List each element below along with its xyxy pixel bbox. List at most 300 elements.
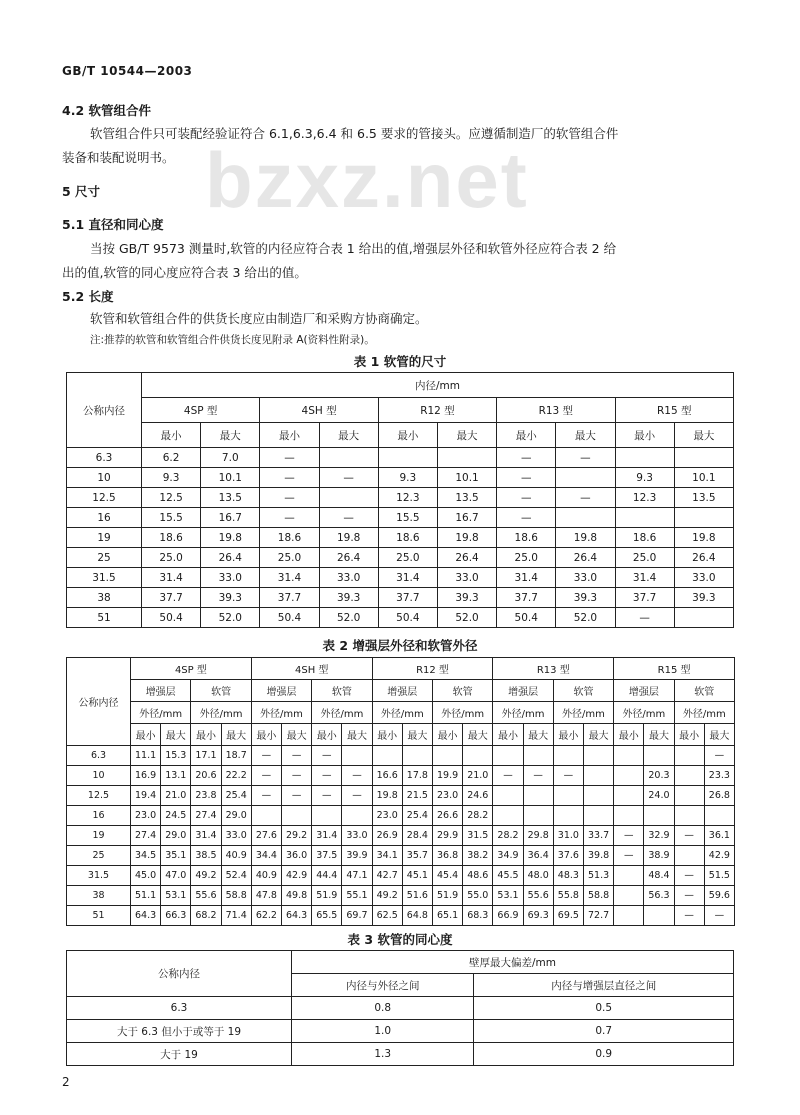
row-label: 12.5 [67,488,142,508]
table-cell [342,806,372,826]
document-header: GB/T 10544—2003 [62,64,193,78]
table-cell: 29.0 [161,826,191,846]
table-cell: 50.4 [142,608,201,628]
table-cell: 9.3 [378,468,437,488]
table-cell [493,746,523,766]
table2-hose-header: 软管 [191,680,251,702]
table2-min-header: 最小 [251,724,281,746]
table-cell: 47.8 [251,886,281,906]
row-label: 大于 19 [67,1043,292,1066]
table-cell: 39.9 [342,846,372,866]
table1-max-header: 最大 [319,423,378,448]
table2-reinforcement-header: 增强层 [372,680,432,702]
table-cell [674,746,704,766]
table-cell: — [704,746,734,766]
table-cell: 7.0 [201,448,260,468]
table-cell: 25.4 [402,806,432,826]
table-cell: 26.4 [437,548,496,568]
table-cell [251,806,281,826]
table2-max-header: 最大 [281,724,311,746]
table-cell [583,786,613,806]
table-cell: 59.6 [704,886,734,906]
table-cell: 29.8 [523,826,553,846]
section-5-2-line1: 软管和软管组合件的供货长度应由制造厂和采购方协商确定。 [90,311,428,326]
table-cell: 40.9 [221,846,251,866]
table-cell [614,906,644,926]
table2-unit-header: 外径/mm [614,702,674,724]
table2-reinforcement-header: 增强层 [493,680,553,702]
table-cell: 10.1 [674,468,733,488]
row-label: 6.3 [67,997,292,1020]
table2-caption: 表 2 增强层外径和软管外径 [322,638,478,653]
table2-type-header: R15 型 [614,658,735,680]
table-cell: 26.4 [674,548,733,568]
table-cell: 48.0 [523,866,553,886]
table-cell [523,746,553,766]
table1-type-header: R12 型 [378,398,496,423]
row-label: 12.5 [67,786,131,806]
table-cell: — [251,766,281,786]
table-cell: 51.1 [131,886,161,906]
table-row [67,608,734,628]
table-cell: 66.9 [493,906,523,926]
table3-col-header: 公称内径 [67,951,292,997]
table-cell: 65.5 [312,906,342,926]
table-cell: 19.9 [432,766,462,786]
table-cell [553,746,583,766]
table-cell [553,786,583,806]
table3 [66,950,734,1066]
table-cell: 25.0 [615,548,674,568]
table-cell: 1.3 [292,1043,474,1066]
table2-min-header: 最小 [614,724,644,746]
table-cell [614,806,644,826]
table-cell [614,886,644,906]
table-cell: 38.5 [191,846,221,866]
table-cell: 9.3 [142,468,201,488]
table-cell: 0.9 [474,1043,734,1066]
table-cell: 10.1 [201,468,260,488]
table-cell: 68.2 [191,906,221,926]
table-cell [644,806,674,826]
table-cell: 26.9 [372,826,402,846]
table-cell: 24.6 [463,786,493,806]
section-5-1-line2: 出的值,软管的同心度应符合表 3 给出的值。 [62,265,307,280]
table-cell: 68.3 [463,906,493,926]
table-cell: 69.3 [523,906,553,926]
table-cell: 20.6 [191,766,221,786]
table-cell: — [497,448,556,468]
table-cell: 44.4 [312,866,342,886]
table-cell: 33.0 [319,568,378,588]
table-cell: 23.8 [191,786,221,806]
row-label: 16 [67,508,142,528]
table-cell [281,806,311,826]
table2-max-header: 最大 [523,724,553,746]
table3-group-header: 壁厚最大偏差/mm [292,951,734,974]
table1-max-header: 最大 [437,423,496,448]
table-cell: 42.9 [704,846,734,866]
table-cell: 49.8 [281,886,311,906]
table-cell: 19.8 [437,528,496,548]
table-cell: — [312,786,342,806]
table-cell: 31.0 [553,826,583,846]
table1-max-header: 最大 [556,423,615,448]
table2-max-header: 最大 [644,724,674,746]
table2-type-header: 4SP 型 [131,658,252,680]
table-cell: 64.3 [131,906,161,926]
table-cell [674,786,704,806]
row-label: 38 [67,886,131,906]
table2-min-header: 最小 [191,724,221,746]
table2-unit-header: 外径/mm [674,702,734,724]
table-cell [704,806,734,826]
table1-min-header: 最小 [378,423,437,448]
table-cell: 33.0 [221,826,251,846]
table-cell: 34.1 [372,846,402,866]
table-cell [674,766,704,786]
table1-type-header: R13 型 [497,398,615,423]
row-label: 51 [67,608,142,628]
table-cell: 32.9 [644,826,674,846]
table-cell: 48.4 [644,866,674,886]
table-row [67,746,735,766]
table-cell: 12.5 [142,488,201,508]
table1-min-header: 最小 [497,423,556,448]
table-cell [583,806,613,826]
table-cell: — [704,906,734,926]
row-label: 10 [67,468,142,488]
table-cell: 56.3 [644,886,674,906]
table-cell: 29.0 [221,806,251,826]
table-cell: 51.3 [583,866,613,886]
table-cell [402,746,432,766]
table-cell: 25.4 [221,786,251,806]
table-cell: 36.0 [281,846,311,866]
table2-hose-header: 软管 [553,680,613,702]
table1-col-header: 公称内径 [67,373,142,448]
table-cell: — [260,448,319,468]
table-cell: — [312,746,342,766]
row-label: 25 [67,846,131,866]
table-row [67,846,735,866]
table-cell: 22.2 [221,766,251,786]
table-cell: 39.3 [437,588,496,608]
table-cell: — [615,608,674,628]
table-cell: 16.7 [201,508,260,528]
table2-min-header: 最小 [312,724,342,746]
table-cell: 42.9 [281,866,311,886]
table-cell: 31.4 [497,568,556,588]
table-cell: 58.8 [221,886,251,906]
section-5-title: 5 尺寸 [62,184,101,199]
table-cell: 35.7 [402,846,432,866]
table-cell: 39.3 [201,588,260,608]
table1-min-header: 最小 [615,423,674,448]
table-cell: — [260,488,319,508]
table1-min-header: 最小 [142,423,201,448]
table2-min-header: 最小 [493,724,523,746]
table2-reinforcement-header: 增强层 [131,680,191,702]
table-cell: 62.5 [372,906,402,926]
table3-sub-header: 内径与外径之间 [292,974,474,997]
table-cell: 64.3 [281,906,311,926]
row-label: 16 [67,806,131,826]
table-cell: 72.7 [583,906,613,926]
table1 [66,372,734,628]
table2-min-header: 最小 [674,724,704,746]
table-row [67,906,735,926]
table-cell: 48.6 [463,866,493,886]
table-cell: 18.7 [221,746,251,766]
watermark: bzxz.net [205,136,529,224]
page-number: 2 [62,1075,70,1089]
table-cell: 55.8 [553,886,583,906]
table-cell: 18.6 [378,528,437,548]
table-cell: 28.4 [402,826,432,846]
table-cell: 34.9 [493,846,523,866]
row-label: 31.5 [67,568,142,588]
table-cell: 9.3 [615,468,674,488]
table2-max-header: 最大 [342,724,372,746]
table2-max-header: 最大 [463,724,493,746]
table-cell [583,746,613,766]
row-label: 25 [67,548,142,568]
table2-max-header: 最大 [583,724,613,746]
table-cell: 31.4 [142,568,201,588]
section-4-2-line2: 装备和装配说明书。 [62,150,175,165]
table-cell [523,786,553,806]
table2-unit-header: 外径/mm [131,702,191,724]
table-cell: 31.4 [378,568,437,588]
table-cell: 26.4 [556,548,615,568]
row-label: 19 [67,528,142,548]
table-row [67,786,735,806]
table-cell: — [251,746,281,766]
table-cell: 55.0 [463,886,493,906]
table-row [67,508,734,528]
table-cell [319,488,378,508]
row-label: 大于 6.3 但小于或等于 19 [67,1020,292,1043]
table-cell: 37.7 [497,588,556,608]
table-cell: 19.8 [372,786,402,806]
table-cell: 27.4 [191,806,221,826]
table-row [67,1020,734,1043]
table-row [67,588,734,608]
table-cell: 37.7 [142,588,201,608]
table-cell [372,746,402,766]
table-cell: 34.4 [251,846,281,866]
table-cell: 55.6 [191,886,221,906]
table-cell: 12.3 [378,488,437,508]
table-cell: 25.0 [378,548,437,568]
table2-min-header: 最小 [131,724,161,746]
table-cell: — [614,826,644,846]
table-cell: 51.9 [432,886,462,906]
table-cell: 19.8 [674,528,733,548]
table-cell: — [497,488,556,508]
table2-max-header: 最大 [161,724,191,746]
table-cell [556,468,615,488]
table-cell: — [674,826,704,846]
table-cell: 28.2 [493,826,523,846]
table-cell: 19.8 [201,528,260,548]
table2-unit-header: 外径/mm [312,702,372,724]
table-cell: 33.0 [674,568,733,588]
table-cell: — [674,906,704,926]
table-cell: 29.2 [281,826,311,846]
table-cell: 26.4 [201,548,260,568]
table2-unit-header: 外径/mm [191,702,251,724]
table-cell: 37.5 [312,846,342,866]
table-cell: 66.3 [161,906,191,926]
table2-hose-header: 软管 [432,680,492,702]
table1-unit-header: 内径/mm [142,373,734,398]
table-cell [615,448,674,468]
table-cell: 33.0 [342,826,372,846]
table-cell: 12.3 [615,488,674,508]
table-cell: 10.1 [437,468,496,488]
table-cell: — [497,468,556,488]
table2-unit-header: 外径/mm [372,702,432,724]
table-cell [493,786,523,806]
table-cell: 55.1 [342,886,372,906]
table2-type-header: 4SH 型 [251,658,372,680]
table-cell: 51.6 [402,886,432,906]
table2 [66,657,735,926]
table-cell [644,746,674,766]
table-cell [378,448,437,468]
table-cell: — [497,508,556,528]
table-cell: 52.0 [201,608,260,628]
table-cell: — [556,448,615,468]
table-cell: 69.7 [342,906,372,926]
table-cell: — [319,468,378,488]
table2-unit-header: 外径/mm [432,702,492,724]
table-cell: 24.5 [161,806,191,826]
table-cell: — [556,488,615,508]
table2-min-header: 最小 [372,724,402,746]
row-label: 51 [67,906,131,926]
table-cell: 38.2 [463,846,493,866]
table-cell [674,806,704,826]
section-5-1-line1: 当按 GB/T 9573 测量时,软管的内径应符合表 1 给出的值,增强层外径和软管外径应符合表 2 给 [90,241,617,256]
table-cell [493,806,523,826]
table-cell: 55.6 [523,886,553,906]
table-cell: 47.1 [342,866,372,886]
table-cell: 53.1 [493,886,523,906]
table-cell: 17.8 [402,766,432,786]
table-cell: — [260,468,319,488]
table2-unit-header: 外径/mm [553,702,613,724]
table-cell: 21.5 [402,786,432,806]
table-cell: 26.4 [319,548,378,568]
table-cell: 27.6 [251,826,281,846]
table1-min-header: 最小 [260,423,319,448]
table-cell: 31.4 [260,568,319,588]
table-cell: 48.3 [553,866,583,886]
table-cell: 40.9 [251,866,281,886]
table-cell: — [281,786,311,806]
table-cell: 17.1 [191,746,221,766]
table-cell: 25.0 [260,548,319,568]
table-cell: — [281,746,311,766]
table-cell: 18.6 [615,528,674,548]
row-label: 6.3 [67,746,131,766]
table-row [67,826,735,846]
table-cell: 39.3 [319,588,378,608]
table-cell: — [342,766,372,786]
table-cell: 37.7 [615,588,674,608]
table-cell: 19.4 [131,786,161,806]
table-cell: 36.1 [704,826,734,846]
table-cell: — [523,766,553,786]
table-cell [614,786,644,806]
table-cell: 37.6 [553,846,583,866]
table-cell: 33.0 [201,568,260,588]
table-cell: 37.7 [260,588,319,608]
table-cell: 11.1 [131,746,161,766]
table-cell: 15.5 [378,508,437,528]
table-cell [319,448,378,468]
table-cell [674,846,704,866]
table-cell: 15.3 [161,746,191,766]
table-cell: 29.9 [432,826,462,846]
table-cell [312,806,342,826]
table-cell: — [614,846,644,866]
table-cell: 52.0 [437,608,496,628]
table-cell: 21.0 [161,786,191,806]
table-cell: 23.0 [131,806,161,826]
table-cell: 18.6 [260,528,319,548]
table-cell: 33.0 [437,568,496,588]
table-cell: 13.5 [674,488,733,508]
table-row [67,468,734,488]
table-cell [614,746,644,766]
table-cell: 16.9 [131,766,161,786]
table-cell: 26.8 [704,786,734,806]
table-cell: 50.4 [378,608,437,628]
table-cell: 0.8 [292,997,474,1020]
table-cell [556,508,615,528]
table-cell [674,448,733,468]
table-cell: 50.4 [497,608,556,628]
table-cell: — [553,766,583,786]
table2-reinforcement-header: 增强层 [614,680,674,702]
table-cell: 37.7 [378,588,437,608]
section-4-2-line1: 软管组合件只可装配经验证符合 6.1,6.3,6.4 和 6.5 要求的管接头。应遵循制造厂的软管组合件 [90,126,619,141]
table-cell: 21.0 [463,766,493,786]
table-cell: 38.9 [644,846,674,866]
row-label: 19 [67,826,131,846]
table-row [67,1043,734,1066]
table-cell: 71.4 [221,906,251,926]
table-cell: 13.5 [437,488,496,508]
row-label: 38 [67,588,142,608]
table-cell: 65.1 [432,906,462,926]
table-cell: 39.3 [556,588,615,608]
table2-type-header: R13 型 [493,658,614,680]
table-cell [614,866,644,886]
table-cell: 23.3 [704,766,734,786]
table-row [67,528,734,548]
table2-reinforcement-header: 增强层 [251,680,311,702]
table-cell: 62.2 [251,906,281,926]
table3-caption: 表 3 软管的同心度 [347,932,453,947]
table-cell: 31.4 [615,568,674,588]
table-cell: 24.0 [644,786,674,806]
table-cell: 45.5 [493,866,523,886]
